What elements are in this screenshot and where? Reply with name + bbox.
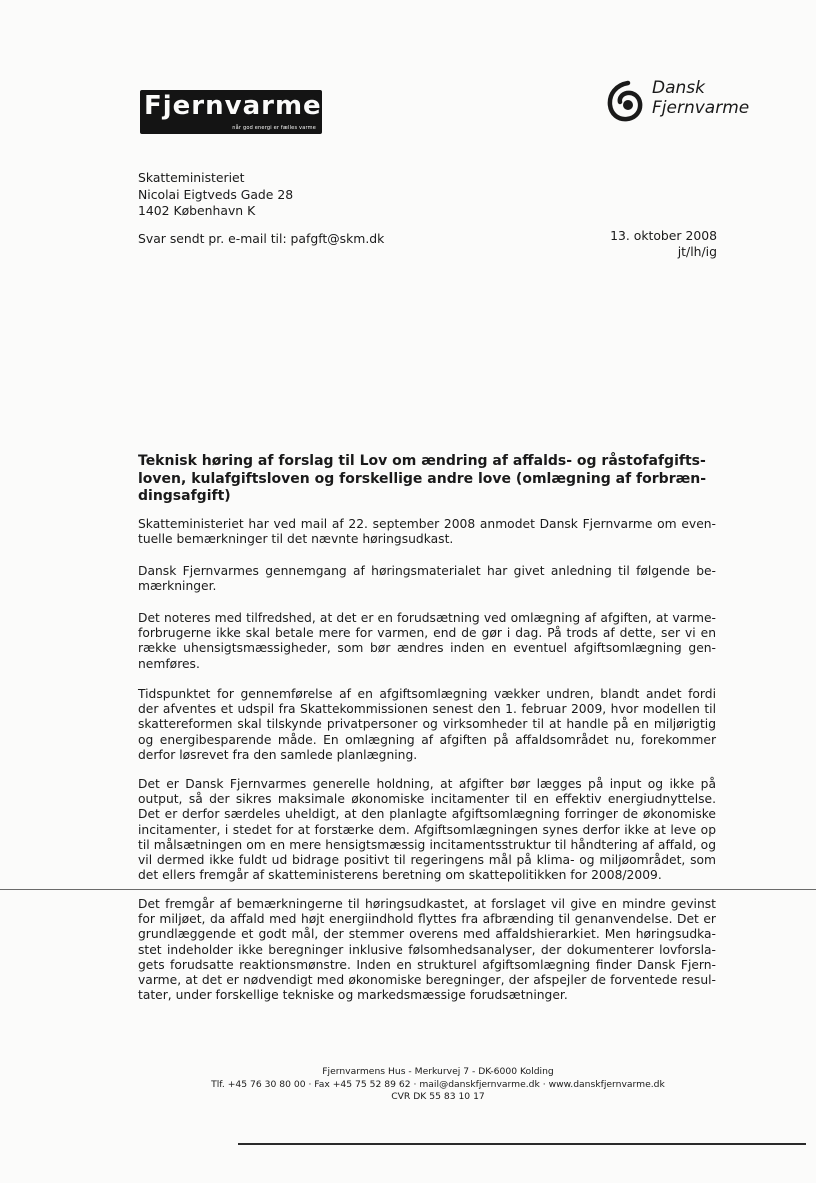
- brand-line-1: Dansk: [652, 78, 705, 98]
- reference-initials: jt/lh/ig: [677, 244, 717, 259]
- body-paragraph: [138, 517, 716, 547]
- paragraph-line: derfor løsrevet fra den samlede planlægning.: [138, 747, 418, 762]
- paragraph-line: der afventes et udspil fra Skattekommissionen senest den 1. februar 2009, hvor modellen til: [138, 702, 716, 717]
- dansk-fjernvarme-logo: [606, 78, 766, 124]
- paragraph-line: forbrugerne ikke skal betale mere for varmen, end de gør i dag. På trods af dette, ser vi en: [138, 626, 716, 641]
- paragraph-line: Skatteministeriet har ved mail af 22. september 2008 anmodet Dansk Fjernvarme om even-: [138, 517, 716, 531]
- title-line: dingsafgift): [138, 488, 231, 504]
- paragraph-line: Det noteres med tilfredshed, at det er en forudsætning ved omlægning af afgiften, at varme-: [138, 611, 716, 625]
- paragraph-line: til målsætningen om en mere hensigtsmæssig incitamentsstruktur til håndtering af affald, og: [138, 837, 716, 852]
- paragraph-line: varme, at det er nødvendigt med økonomiske beregninger, der afspejler de forventede resul-: [138, 973, 716, 988]
- letterhead-footer: [140, 1066, 736, 1104]
- paragraph-line: for miljøet, da affald med højt energiindhold flyttes fra afbrænding til genanvendelse. Det er: [138, 912, 716, 927]
- body-paragraph: [138, 611, 716, 672]
- paragraph-line: mærkninger.: [138, 579, 217, 594]
- body-paragraph: [138, 777, 716, 883]
- body-paragraph: [138, 564, 716, 594]
- paragraph-line: grundlæggende et godt mål, der stemmer overens med affaldshierarkiet. Men høringsudka-: [138, 927, 716, 942]
- footer-cvr: CVR DK 55 83 10 17: [391, 1091, 485, 1102]
- recipient-address: [138, 170, 293, 220]
- bottom-rule: [238, 1143, 806, 1145]
- paragraph-line: skattereformen skal tilskynde privatpersoner og virksomheder til at handle på en miljørigtig: [138, 717, 716, 732]
- paragraph-line: gets forudsatte reaktionsmønstre. Inden en strukturel afgiftsomlægning finder Dansk Fjern-: [138, 957, 716, 972]
- page-fold-line: [0, 889, 816, 890]
- paragraph-line: Det er derfor særdeles uheldigt, at den planlagte afgiftsomlægning forringer de økonomiske: [138, 807, 716, 822]
- brand-line-2: Fjernvarme: [652, 98, 750, 118]
- paragraph-line: vil dermed ikke fuldt ud bidrage positivt til regeringens mål på klima- og miljøområdet, som: [138, 853, 716, 868]
- footer-contact: Tlf. +45 76 30 80 00 · Fax +45 75 52 89 62 · mail@danskfjernvarme.dk · www.danskfjernvarme.dk: [211, 1078, 665, 1090]
- letter-date: 13. oktober 2008: [610, 228, 717, 243]
- paragraph-line: nemføres.: [138, 656, 200, 671]
- paragraph-line: stet indeholder ikke beregninger inklusive følsomhedsanalyser, der dokumenterer lovforsla-: [138, 942, 716, 957]
- title-line: Teknisk høring af forslag til Lov om ændring af affalds- og råstofafgifts-: [138, 453, 706, 469]
- paragraph-line: og energibesparende måde. En omlægning af afgiften på affaldsområdet nu, forekommer: [138, 732, 716, 747]
- paragraph-line: Tidspunktet for gennemførelse af en afgiftsomlægning vækker undren, blandt andet fordi: [138, 687, 716, 701]
- paragraph-line: Det fremgår af bemærkningerne til høringsudkastet, at forslaget vil give en mindre gevinst: [138, 897, 716, 911]
- date-block: [610, 228, 717, 260]
- paragraph-line: række uhensigtsmæssigheder, som bør ændres inden en eventuel afgiftsomlægning gen-: [138, 641, 716, 656]
- footer-address: Fjernvarmens Hus - Merkurvej 7 - DK-6000 Kolding: [322, 1066, 554, 1077]
- paragraph-line: det ellers fremgår af skatteministerens beretning om skattepolitikken for 2008/2009.: [138, 868, 662, 883]
- fjernvarme-logo: [140, 90, 322, 134]
- title-line: loven, kulafgiftsloven og forskellige andre love (omlægning af forbræn-: [138, 470, 707, 487]
- body-paragraph: [138, 687, 716, 763]
- recipient-name: Skatteministeriet: [138, 170, 245, 185]
- recipient-city: 1402 København K: [138, 203, 256, 218]
- sent-by-email-line: Svar sendt pr. e-mail til: pafgft@skm.dk: [138, 231, 385, 246]
- paragraph-line: Det er Dansk Fjernvarmes generelle holdning, at afgifter bør lægges på input og ikke på: [138, 777, 716, 791]
- paragraph-line: output, så der sikres maksimale økonomiske incitamenter til en effektiv energiudnyttelse.: [138, 792, 716, 807]
- paragraph-line: Dansk Fjernvarmes gennemgang af høringsmaterialet har givet anledning til følgende be-: [138, 564, 716, 578]
- logo-wordmark: Fjernvarme: [144, 91, 322, 121]
- paragraph-line: incitamenter, i stedet for at forstærke dem. Afgiftsomlægningen synes derfor ikke at leve op: [138, 822, 716, 837]
- swirl-logo-icon: [606, 80, 646, 122]
- document-title: [138, 453, 716, 506]
- logo-tagline: når god energi er fælles varme: [232, 125, 316, 131]
- recipient-street: Nicolai Eigtveds Gade 28: [138, 186, 294, 202]
- paragraph-line: tater, under forskellige tekniske og markedsmæssige forudsætninger.: [138, 988, 568, 1003]
- body-paragraph: [138, 897, 716, 1003]
- paragraph-line: tuelle bemærkninger til det nævnte høringsudkast.: [138, 532, 454, 547]
